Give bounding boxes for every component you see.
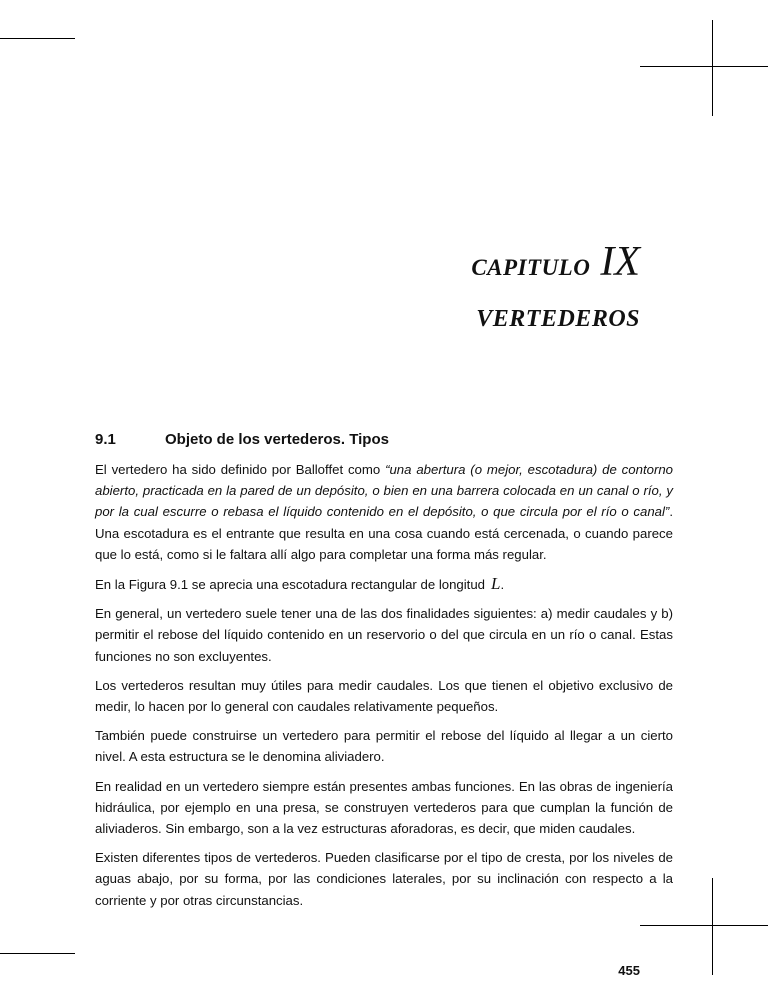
chapter-number: IX: [600, 239, 640, 285]
paragraph: [95, 459, 673, 565]
paragraph: Existen diferentes tipos de vertederos. Pueden clasificarse por el tipo de cresta, por los niveles de aguas abajo, por su forma, por las condiciones laterales, por su inclinación con respecto a la corriente y por otras circunstancias.: [95, 850, 673, 908]
section-number: 9.1: [95, 431, 116, 448]
text: .: [500, 577, 505, 593]
paragraph: También puede construirse un vertedero para permitir el rebose del líquido al llegar a un cierto nivel. A esta estructura se le denomina aliviadero.: [95, 728, 673, 765]
chapter-title: VERTEDEROS: [476, 306, 640, 332]
chapter-word: CAPITULO: [471, 255, 591, 280]
crop-mark: [640, 66, 768, 67]
paragraph: Los vertederos resultan muy útiles para medir caudales. Los que tienen el objetivo exclusivo de medir, lo hacen por lo general con caudales relativamente pequeños.: [95, 677, 673, 715]
text: El vertedero ha sido definido por Balloffet como: [95, 462, 386, 477]
text: En la Figura 9.1 se aprecia una escotadura rectangular de longitud: [95, 577, 486, 593]
page-number: 455: [618, 963, 640, 978]
quote: “una abertura (o mejor, escotadura) de contorno abierto, practicada en la pared de un depósito, o bien en una barrera colocada en un canal o río, y por la cual escurre o rebasa el líquido contenido en el depósito, o que circula por el río o canal”: [95, 462, 673, 520]
crop-mark: [0, 38, 75, 39]
section-title: Objeto de los vertederos. Tipos: [165, 431, 389, 448]
body-text: [95, 459, 673, 919]
paragraph: En general, un vertedero suele tener una de las dos finalidades siguientes: a) medir caudales y b) permitir el rebose del líquido contenido en un reservorio o del que circula en un río o canal. Estas funciones no son excluyentes.: [95, 606, 673, 664]
text: . Una escotadura es el entrante que resulta en una cosa cuando está cercenada, o cuando parece que lo está, como si le faltara allí algo para completar una forma más regular.: [95, 504, 673, 562]
crop-mark: [712, 20, 713, 116]
chapter-heading: [471, 238, 640, 286]
crop-mark: [640, 925, 768, 926]
crop-mark: [712, 878, 713, 975]
section-heading: [95, 431, 389, 448]
math-symbol: L: [491, 574, 501, 594]
crop-mark: [0, 953, 75, 954]
paragraph: [95, 573, 673, 595]
paragraph: En realidad en un vertedero siempre están presentes ambas funciones. En las obras de ingeniería hidráulica, por ejemplo en una presa, se construyen vertederos para que cumplan la función de aliviaderos. Sin embargo, son a la vez estructuras aforadoras, es decir, que miden caudales.: [95, 778, 673, 837]
